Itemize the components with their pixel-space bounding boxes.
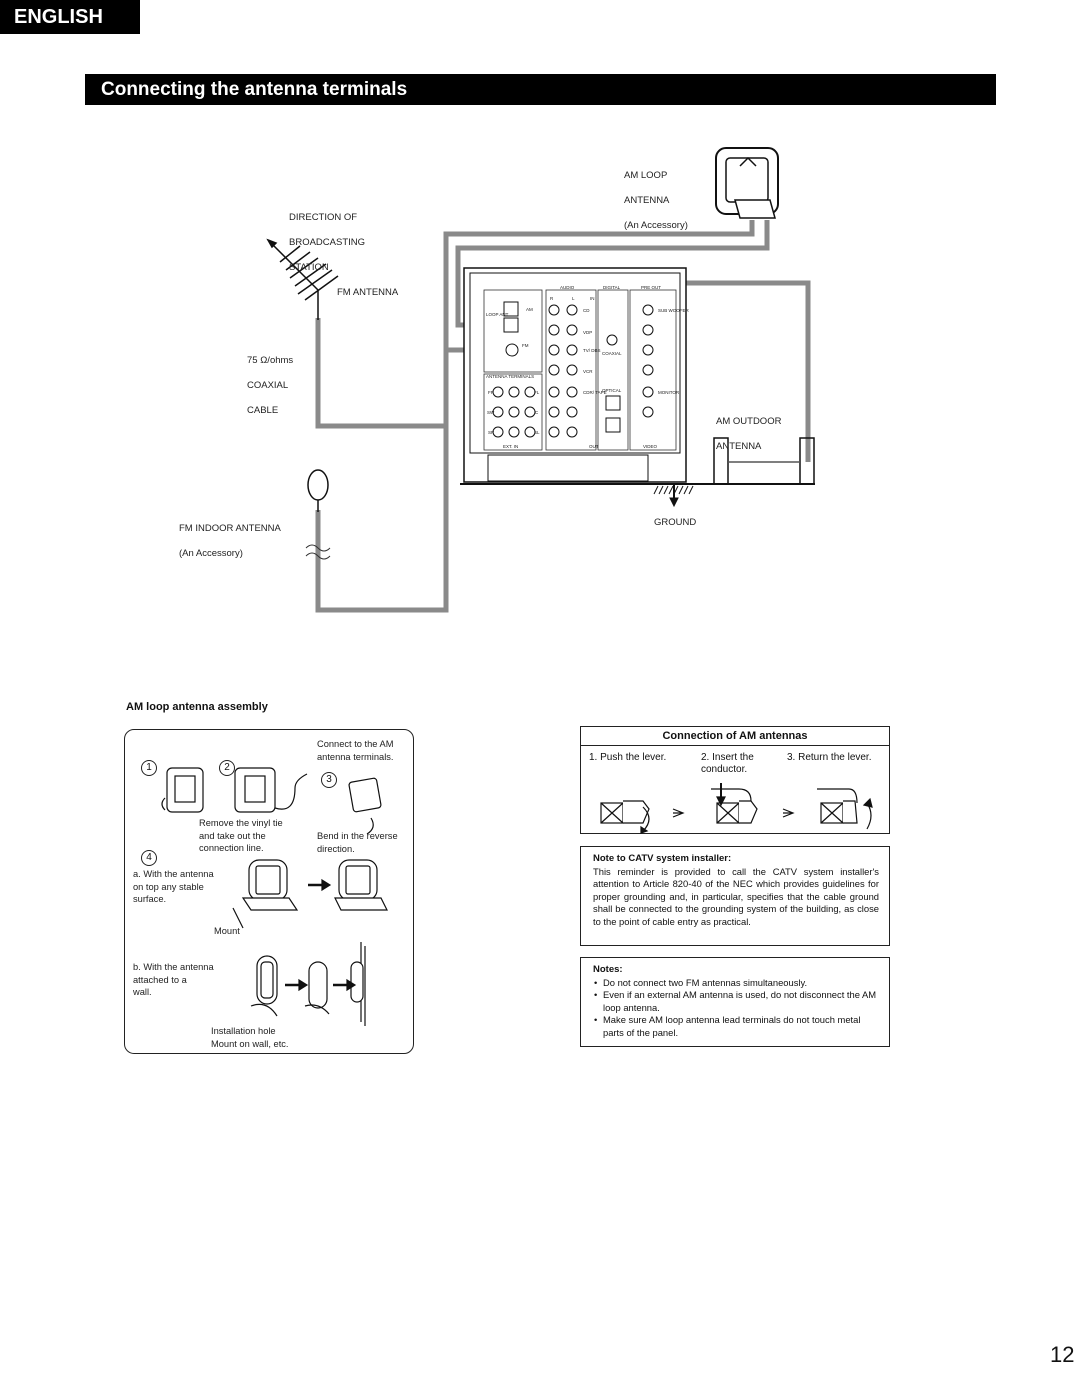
panel-sw-label: SW xyxy=(487,410,495,415)
panel-fr-label: FR xyxy=(488,390,494,395)
panel-loopant-label: LOOP ANT xyxy=(486,312,509,317)
remove-text: Remove the vinyl tie and take out the connection line. xyxy=(199,818,283,853)
notes-heading: Notes: xyxy=(593,964,623,975)
step-number-2: 2 xyxy=(219,760,235,776)
step-number-4: 4 xyxy=(141,850,157,866)
step-b-text: b. With the antenna attached to a wall. xyxy=(133,962,214,997)
panel-c-label: C xyxy=(535,410,539,415)
panel-am-label: AM xyxy=(526,307,533,312)
panel-out-label: OUT xyxy=(589,444,599,449)
panel-fm-label: FM xyxy=(522,343,529,348)
catv-body: This reminder is provided to call the CATV system installer's attention to Article 820-40 of the NEC which provides guidelines for proper grounding and, in particular, specifies that the cable ground shall be connected to the grounding system of the building, as close to the point of cable entry as practical. xyxy=(593,866,879,927)
panel-sr-label: SR xyxy=(488,430,495,435)
am-loop-antenna-icon xyxy=(716,148,778,218)
am-loop-label: AM LOOP ANTENNA (An Accessory) xyxy=(624,169,688,231)
am-step-1: 1. Push the lever. xyxy=(589,752,667,763)
assembly-illustrations xyxy=(125,730,415,1055)
panel-digital-label: DIGITAL xyxy=(603,285,621,290)
ground-icon xyxy=(654,484,693,506)
panel-optical-label: OPTICAL xyxy=(602,388,622,393)
panel-sl-label: SL xyxy=(534,430,540,435)
installation-text: Installation hole Mount on wall, etc. xyxy=(211,1026,289,1049)
panel-antenna-terminals-label: ANTENNA TERMINALS xyxy=(486,374,535,379)
panel-vdp-label: VDP xyxy=(583,330,593,335)
fm-antenna-label: FM ANTENNA xyxy=(337,287,399,298)
panel-in-label: IN xyxy=(590,296,595,301)
am-connection-box xyxy=(580,726,890,834)
note-item: • Do not connect two FM antennas simultaneously. xyxy=(603,977,879,989)
panel-cdrtape-label: CDR/ TAPE xyxy=(583,390,607,395)
catv-heading: Note to CATV system installer: xyxy=(593,853,732,864)
notes-box xyxy=(580,957,890,1047)
note-item: • Make sure AM loop antenna lead terminals do not touch metal parts of the panel. xyxy=(603,1014,879,1039)
am-connection-illustrations xyxy=(581,727,891,835)
coax-label: 75 Ω/ohms COAXIAL CABLE xyxy=(247,354,294,416)
panel-audio-label: AUDIO xyxy=(560,285,575,290)
page-number: 12 xyxy=(1050,1342,1075,1367)
panel-subwoofer-label: SUB WOOFER xyxy=(658,308,689,313)
panel-extin-label: EXT. IN xyxy=(503,444,519,449)
fm-indoor-antenna-icon xyxy=(308,470,328,512)
assembly-heading: AM loop antenna assembly xyxy=(126,701,268,713)
assembly-panel xyxy=(124,729,414,1054)
panel-coaxial-label: COAXIAL xyxy=(602,351,622,356)
fm-indoor-label: FM INDOOR ANTENNA (An Accessory) xyxy=(179,522,281,559)
panel-preout-label: PRE OUT xyxy=(641,285,662,290)
panel-video-label: VIDEO xyxy=(643,444,658,449)
panel-fl-label: FL xyxy=(534,390,540,395)
step-number-1: 1 xyxy=(141,760,157,776)
panel-monitor-label: MONITOR xyxy=(658,390,680,395)
connect-text: Connect to the AM antenna terminals. xyxy=(317,739,394,762)
language-tab: ENGLISH xyxy=(0,0,140,34)
am-step-3: 3. Return the lever. xyxy=(787,752,872,763)
mount-text: Mount xyxy=(214,926,240,936)
am-connection-heading: Connection of AM antennas xyxy=(581,727,889,746)
step-a-text: a. With the antenna on top any stable surface. xyxy=(133,869,214,904)
step-number-3: 3 xyxy=(321,772,337,788)
panel-cd-label: CD xyxy=(583,308,590,313)
section-title: Connecting the antenna terminals xyxy=(85,74,996,105)
bend-text: Bend in the reverse direction. xyxy=(317,831,398,854)
ground-label: GROUND xyxy=(654,517,697,528)
receiver-rear-panel xyxy=(464,268,690,482)
catv-note-box xyxy=(580,846,890,946)
note-item: • Even if an external AM antenna is used, do not disconnect the AM loop antenna. xyxy=(603,989,879,1014)
panel-tvdbs-label: TV/ DBS xyxy=(583,348,601,353)
panel-l-label: L xyxy=(572,296,575,301)
panel-r-label: R xyxy=(550,296,554,301)
panel-vcr-label: VCR xyxy=(583,369,593,374)
direction-label: DIRECTION OF BROADCASTING STATION xyxy=(289,211,366,273)
am-outdoor-label: AM OUTDOOR ANTENNA xyxy=(716,415,782,452)
am-step-2: 2. Insert the conductor. xyxy=(701,752,754,775)
